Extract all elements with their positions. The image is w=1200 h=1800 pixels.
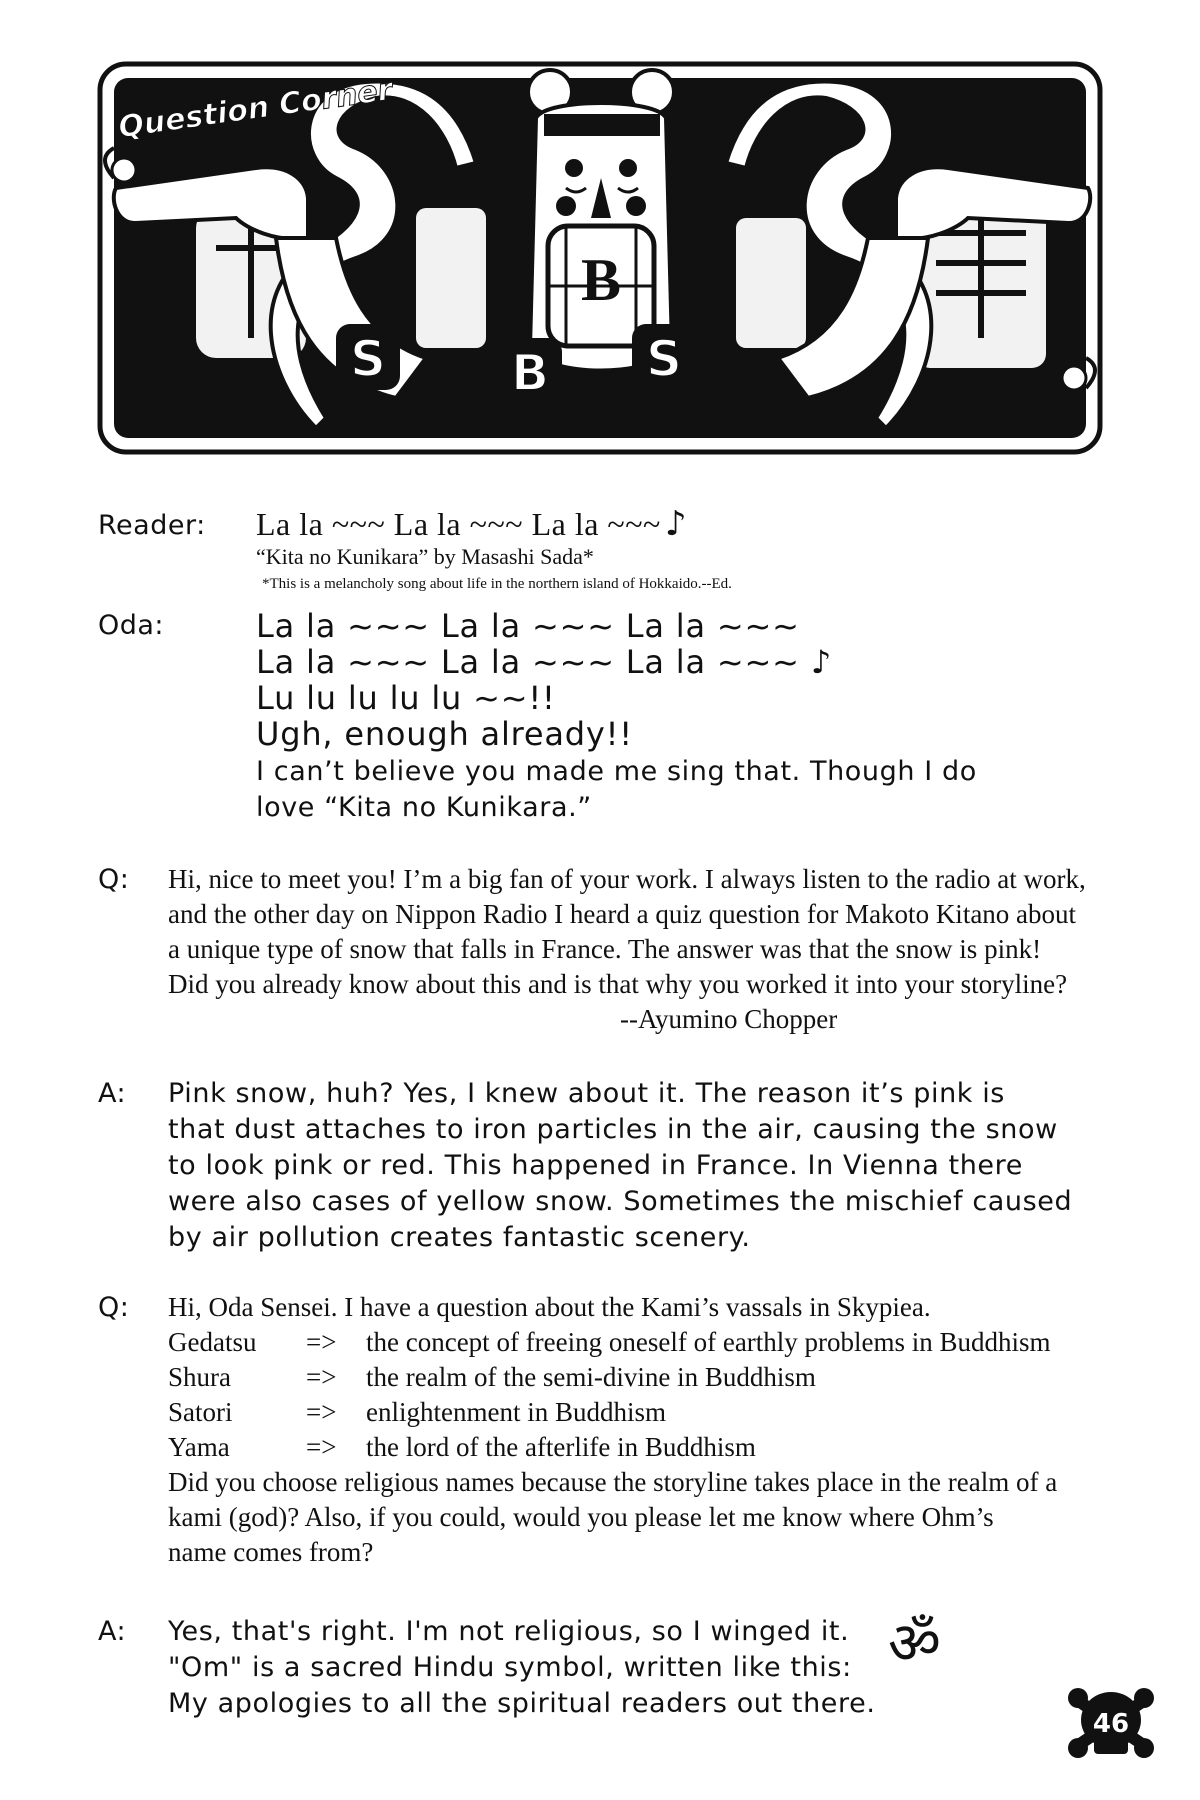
glossary-meaning: the concept of freeing oneself of earthly problems in Buddhism — [366, 1327, 1051, 1357]
question-line: Hi, nice to meet you! I’m a big fan of your work. I always listen to the radio at work, — [168, 864, 1086, 894]
glossary-meaning: the lord of the afterlife in Buddhism — [366, 1432, 756, 1462]
question-line: Did you choose religious names because the storyline takes place in the realm of a — [168, 1467, 1058, 1497]
question-corner-title: Question Corner — [116, 72, 395, 146]
question-line: name comes from? — [168, 1537, 374, 1567]
page-number: 46 — [1092, 1709, 1130, 1739]
answer-line: to look pink or red. This happened in France. In Vienna there — [168, 1150, 1023, 1181]
question-label: Q: — [98, 1292, 130, 1323]
music-note-icon: ♪ — [810, 643, 832, 681]
question-line: a unique type of snow that falls in France. The answer was that the snow is pink! — [168, 934, 1042, 964]
om-symbol-icon: ॐ — [888, 1609, 941, 1677]
question-line: and the other day on Nippon Radio I heard a quiz question for Makoto Kitano about — [168, 899, 1077, 929]
question-line: kami (god)? Also, if you could, would you please let me know where Ohm’s — [168, 1502, 994, 1532]
answer-line: Pink snow, huh? Yes, I knew about it. The reason it’s pink is — [168, 1078, 1005, 1109]
answer-label: A: — [98, 1616, 127, 1647]
glossary-arrow: => — [306, 1362, 337, 1392]
question-signature: --Ayumino Chopper — [620, 1004, 838, 1034]
oda-label: Oda: — [98, 610, 165, 641]
question-label: Q: — [98, 864, 130, 895]
scroll-curl-right-icon — [1062, 366, 1086, 390]
song-attribution: “Kita no Kunikara” by Masashi Sada* — [256, 544, 594, 569]
glossary-table — [168, 1325, 1128, 1465]
glossary-name: Yama — [168, 1432, 230, 1462]
answer-line: were also cases of yellow snow. Sometimes the mischief caused — [168, 1186, 1073, 1217]
question-line: Did you already know about this and is that why you worked it into your storyline? — [168, 969, 1068, 999]
reader-label: Reader: — [98, 510, 206, 541]
glossary-meaning: enlightenment in Buddhism — [366, 1397, 666, 1427]
glossary-name: Shura — [168, 1362, 231, 1392]
glossary-arrow: => — [306, 1327, 337, 1357]
music-note-icon: ♪ — [664, 504, 687, 544]
answer-line: that dust attaches to iron particles in the air, causing the snow — [168, 1114, 1058, 1145]
glossary-name: Satori — [168, 1397, 233, 1427]
scroll-curl-left-icon — [112, 158, 136, 182]
logo-letter-s-right: S — [645, 330, 683, 388]
question-intro: Hi, Oda Sensei. I have a question about the Kami’s vassals in Skypiea. — [168, 1292, 931, 1322]
oda-comment-line: love “Kita no Kunikara.” — [256, 792, 592, 823]
editor-footnote: *This is a melancholy song about life in the northern island of Hokkaido.--Ed. — [262, 576, 732, 592]
glossary-arrow: => — [306, 1432, 337, 1462]
oda-line: Lu lu lu lu lu ~~!! — [256, 679, 556, 717]
skull-page-number-badge — [1066, 1676, 1156, 1766]
answer-label: A: — [98, 1078, 127, 1109]
glossary-meaning: the realm of the semi-divine in Buddhism — [366, 1362, 816, 1392]
answer-line: "Om" is a sacred Hindu symbol, written like this: — [168, 1652, 852, 1683]
glossary-name: Gedatsu — [168, 1327, 257, 1357]
oda-line: La la ~~~ La la ~~~ La la ~~~ — [256, 607, 800, 645]
reader-song-line: La la ~~~ La la ~~~ La la ~~~ — [256, 506, 661, 542]
answer-line: My apologies to all the spiritual readers out there. — [168, 1688, 876, 1719]
glossary-arrow: => — [306, 1397, 337, 1427]
oda-comment-line: I can’t believe you made me sing that. Though I do — [256, 756, 977, 787]
logo-letter-s-left: S — [349, 330, 387, 388]
oda-line: Ugh, enough already!! — [256, 715, 633, 753]
answer-line: Yes, that's right. I'm not religious, so I winged it. — [168, 1616, 850, 1647]
oda-line: La la ~~~ La la ~~~ La la ~~~ — [256, 643, 800, 681]
logo-letter-b: B — [510, 344, 550, 402]
logo-center-letter: B — [580, 247, 622, 313]
question-corner-header-illustration — [96, 58, 1108, 458]
answer-line: by air pollution creates fantastic scenery. — [168, 1222, 751, 1253]
